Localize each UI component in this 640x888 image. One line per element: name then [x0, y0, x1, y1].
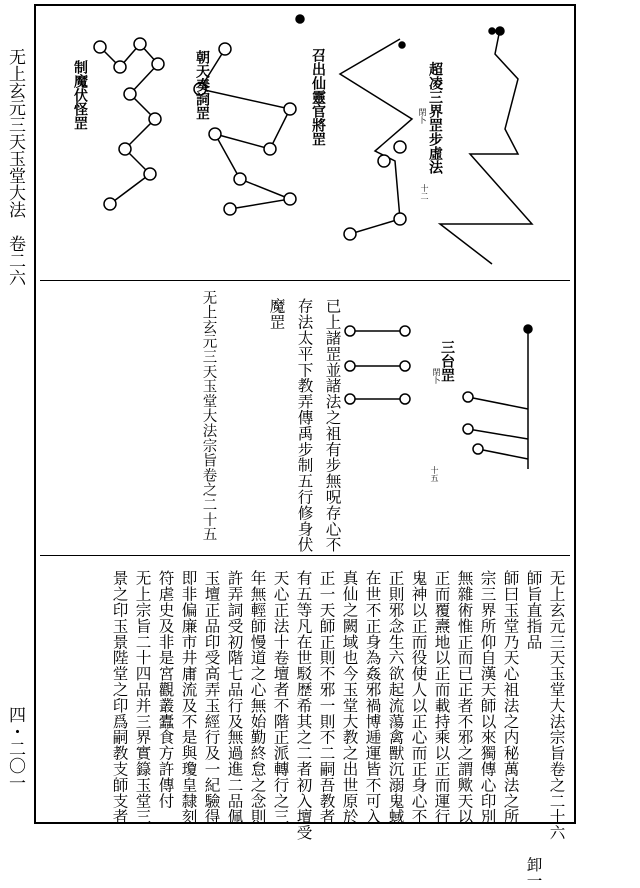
marker-dot: [399, 42, 405, 48]
fig1-note-num: 十二: [420, 184, 429, 200]
text-column: 景之印玉景陛堂之印爲嗣教支師支者: [110, 570, 129, 825]
panel-divider-bottom: [40, 555, 570, 556]
text-column: 正而覆燾地以正而載持乘以正而運行: [432, 570, 451, 825]
text-column: 正一天師正則不邪一則不二嗣吾教者: [317, 570, 336, 825]
fig2-diagram: [340, 39, 412, 240]
text-column: 年無輕師慢道之心無始勤終怠之念則: [248, 570, 267, 825]
text-column: 正則邪念生六欲起流蕩禽獸沉溺鬼蜮: [386, 570, 405, 825]
text-column: 无上玄元三天玉堂大法宗旨卷之二十六: [547, 570, 566, 841]
text-column: 符虐史及非是宮觀叢蠹食方許傳付: [156, 570, 175, 809]
fig5-title: 三台罡: [439, 340, 455, 382]
volume-end-title: 无上玄元三天玉堂大法宗旨卷之二十五: [200, 290, 217, 542]
text-column: 許弄詞受初階七品行及無過進二品佩: [225, 570, 244, 825]
text-column: 真仙之闕域也今玉堂大教之出世原於: [340, 570, 359, 825]
text-column: 魔罡: [267, 298, 286, 330]
fig1-note: 閉卜: [418, 108, 427, 124]
marker-dot: [489, 28, 495, 34]
fig4-title: 制魔伏怪罡: [72, 60, 88, 130]
text-column: 天心正法十卷壇者不階正派轉行之三: [271, 570, 290, 825]
text-column: 即非偏廉市井庸流及不是與瓊皇隸刻: [179, 570, 198, 825]
text-column: 玉壇正品印受高弄玉經行及一紀驗得: [202, 570, 221, 825]
text-column: 師旨直指品 卸一: [524, 570, 543, 888]
fig5-note: 閉卜: [432, 368, 441, 384]
fig3-title: 朝天奏詞罡: [194, 50, 210, 120]
text-column: 宗三界所仰自漢天師以來獨傳心印別: [478, 570, 497, 825]
fig4-diagram: [94, 38, 164, 210]
text-column: 有五等凡在世駁歴希其之二者初入壇受: [294, 570, 313, 841]
fig1-title: 超凌三界罡步虛法: [427, 62, 443, 174]
fig1-diagram: [440, 27, 532, 264]
text-column: 在世不正身為姦邪禍博逓運皆不可入: [363, 570, 382, 825]
marker-dot: [296, 15, 304, 23]
text-column: 存法太平下教弄傳禹步制五行修身伏: [295, 298, 314, 553]
text-column: 無雜術惟正而已正者不邪之謂歟天以: [455, 570, 474, 825]
margin-page-number: 四・二〇一: [5, 706, 25, 791]
fig2-title: 召出仙靈官將罡: [310, 48, 326, 146]
margin-book-title: 无上玄元三天玉堂大法 卷二六: [5, 48, 25, 286]
text-column: 无上宗旨二十四品并三界實籙玉堂三: [133, 570, 152, 825]
text-column: 鬼神以正而役使人以正心而正身心不: [409, 570, 428, 825]
fig5-note-num: 十五: [430, 466, 439, 482]
text-column: 師曰玉堂乃天心祖法之内秘萬法之所: [501, 570, 520, 825]
text-column: 已上諸罡並諸法之祖有步無呪存心不: [323, 298, 342, 553]
